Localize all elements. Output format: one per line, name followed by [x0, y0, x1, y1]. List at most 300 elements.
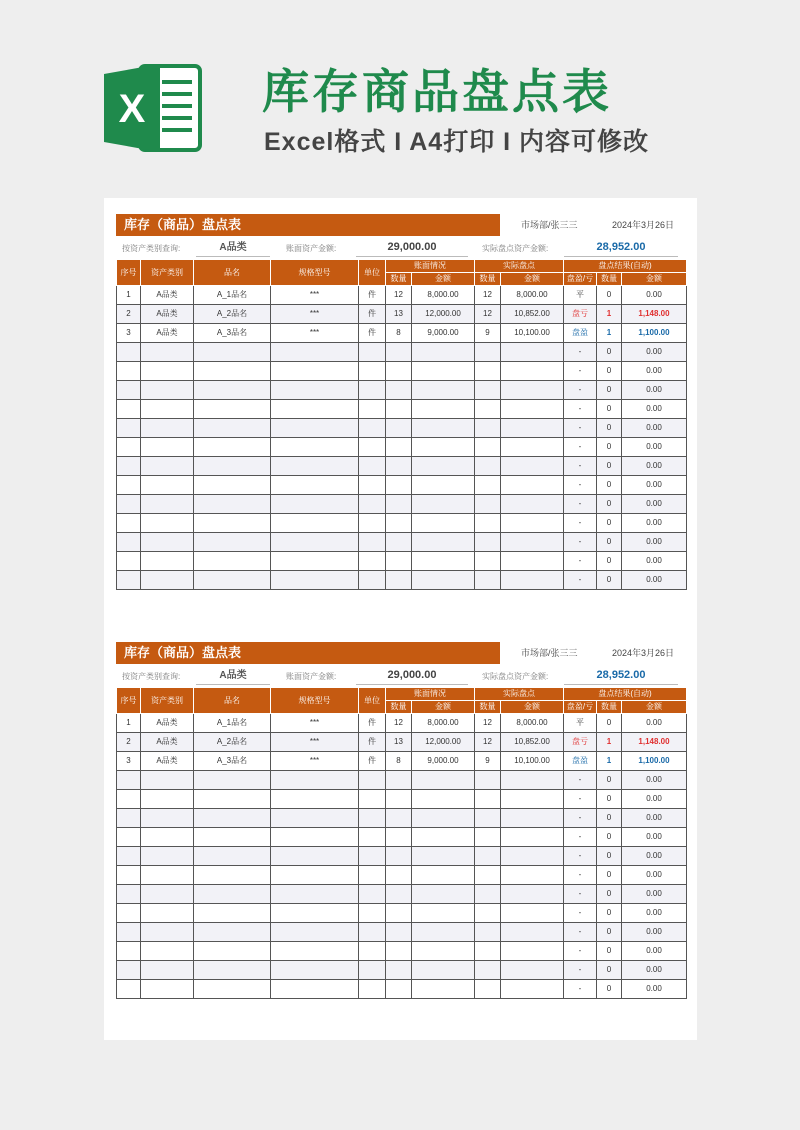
cell-name[interactable]: A_2品名	[194, 733, 271, 752]
cell-status[interactable]: -	[564, 343, 597, 362]
cell-category[interactable]	[141, 571, 194, 590]
cell-book-amount[interactable]	[412, 790, 475, 809]
cell-actual-qty[interactable]	[475, 790, 501, 809]
cell-diff-qty[interactable]: 0	[597, 476, 622, 495]
cell-diff-amount[interactable]: 0.00	[622, 980, 687, 999]
cell-diff-qty[interactable]: 0	[597, 904, 622, 923]
cell-name[interactable]: A_2品名	[194, 305, 271, 324]
cell-category[interactable]	[141, 495, 194, 514]
cell-diff-qty[interactable]: 0	[597, 514, 622, 533]
cell-category[interactable]	[141, 980, 194, 999]
cell-book-amount[interactable]: 8,000.00	[412, 286, 475, 305]
cell-diff-qty[interactable]: 0	[597, 343, 622, 362]
cell-category[interactable]	[141, 343, 194, 362]
cell-actual-qty[interactable]	[475, 381, 501, 400]
cell-actual-amount[interactable]: 8,000.00	[501, 714, 564, 733]
cell-actual-amount[interactable]	[501, 866, 564, 885]
cell-seq[interactable]: 3	[117, 324, 141, 343]
cell-book-amount[interactable]	[412, 847, 475, 866]
cell-book-amount[interactable]	[412, 961, 475, 980]
cell-spec[interactable]: ***	[271, 305, 359, 324]
cell-seq[interactable]	[117, 343, 141, 362]
cell-seq[interactable]	[117, 381, 141, 400]
cell-book-amount[interactable]	[412, 923, 475, 942]
cell-spec[interactable]	[271, 419, 359, 438]
cell-book-qty[interactable]	[386, 533, 412, 552]
cell-unit[interactable]	[359, 495, 386, 514]
cell-diff-amount[interactable]: 1,148.00	[622, 733, 687, 752]
cell-seq[interactable]	[117, 847, 141, 866]
cell-book-amount[interactable]	[412, 552, 475, 571]
cell-name[interactable]	[194, 571, 271, 590]
cell-name[interactable]	[194, 809, 271, 828]
cell-diff-amount[interactable]: 0.00	[622, 771, 687, 790]
cell-book-amount[interactable]	[412, 419, 475, 438]
cell-name[interactable]	[194, 961, 271, 980]
cell-actual-qty[interactable]: 9	[475, 752, 501, 771]
cell-status[interactable]: -	[564, 362, 597, 381]
cell-actual-amount[interactable]	[501, 476, 564, 495]
cell-book-qty[interactable]: 13	[386, 733, 412, 752]
cell-book-qty[interactable]	[386, 381, 412, 400]
cell-name[interactable]	[194, 438, 271, 457]
cell-diff-amount[interactable]: 1,100.00	[622, 752, 687, 771]
cell-actual-amount[interactable]	[501, 980, 564, 999]
cell-book-amount[interactable]	[412, 438, 475, 457]
cell-actual-qty[interactable]	[475, 923, 501, 942]
cell-seq[interactable]: 2	[117, 305, 141, 324]
cell-seq[interactable]	[117, 771, 141, 790]
cell-diff-qty[interactable]: 0	[597, 438, 622, 457]
cell-status[interactable]: -	[564, 476, 597, 495]
cell-name[interactable]	[194, 343, 271, 362]
cell-diff-amount[interactable]: 0.00	[622, 362, 687, 381]
cell-name[interactable]	[194, 790, 271, 809]
cell-name[interactable]: A_3品名	[194, 324, 271, 343]
cell-spec[interactable]	[271, 847, 359, 866]
cell-book-qty[interactable]: 12	[386, 286, 412, 305]
cell-status[interactable]: -	[564, 961, 597, 980]
cell-diff-qty[interactable]: 1	[597, 752, 622, 771]
cell-unit[interactable]	[359, 362, 386, 381]
cell-book-qty[interactable]	[386, 514, 412, 533]
cell-diff-qty[interactable]: 0	[597, 771, 622, 790]
cell-actual-qty[interactable]: 12	[475, 733, 501, 752]
cell-spec[interactable]	[271, 866, 359, 885]
cell-unit[interactable]	[359, 457, 386, 476]
cell-status[interactable]: -	[564, 457, 597, 476]
cell-book-qty[interactable]	[386, 552, 412, 571]
cell-spec[interactable]	[271, 942, 359, 961]
cell-unit[interactable]: 件	[359, 305, 386, 324]
cell-unit[interactable]	[359, 533, 386, 552]
cell-category[interactable]	[141, 771, 194, 790]
cell-seq[interactable]: 1	[117, 286, 141, 305]
cell-unit[interactable]	[359, 847, 386, 866]
cell-name[interactable]	[194, 495, 271, 514]
cell-book-amount[interactable]	[412, 885, 475, 904]
cell-actual-amount[interactable]	[501, 362, 564, 381]
cell-category[interactable]	[141, 885, 194, 904]
cell-seq[interactable]	[117, 552, 141, 571]
cell-name[interactable]	[194, 771, 271, 790]
cell-diff-amount[interactable]: 0.00	[622, 828, 687, 847]
cell-book-amount[interactable]	[412, 457, 475, 476]
cell-actual-qty[interactable]	[475, 476, 501, 495]
cell-seq[interactable]	[117, 514, 141, 533]
cell-book-qty[interactable]	[386, 847, 412, 866]
cell-diff-amount[interactable]: 0.00	[622, 847, 687, 866]
cell-unit[interactable]	[359, 476, 386, 495]
cell-actual-amount[interactable]	[501, 790, 564, 809]
cell-spec[interactable]: ***	[271, 714, 359, 733]
cell-diff-amount[interactable]: 0.00	[622, 476, 687, 495]
cell-book-amount[interactable]: 12,000.00	[412, 305, 475, 324]
cell-actual-qty[interactable]	[475, 438, 501, 457]
cell-unit[interactable]	[359, 904, 386, 923]
cell-diff-qty[interactable]: 0	[597, 381, 622, 400]
cell-actual-amount[interactable]	[501, 904, 564, 923]
cell-actual-amount[interactable]	[501, 828, 564, 847]
cell-seq[interactable]	[117, 961, 141, 980]
cell-actual-qty[interactable]	[475, 457, 501, 476]
cell-book-amount[interactable]: 9,000.00	[412, 324, 475, 343]
cell-name[interactable]	[194, 476, 271, 495]
cell-book-amount[interactable]	[412, 400, 475, 419]
cell-actual-qty[interactable]	[475, 362, 501, 381]
cell-actual-amount[interactable]	[501, 438, 564, 457]
cell-status[interactable]: 盘盈	[564, 752, 597, 771]
cell-unit[interactable]	[359, 790, 386, 809]
cell-book-qty[interactable]	[386, 828, 412, 847]
cell-book-qty[interactable]	[386, 571, 412, 590]
cell-status[interactable]: -	[564, 495, 597, 514]
cell-diff-qty[interactable]: 0	[597, 828, 622, 847]
cell-book-qty[interactable]	[386, 438, 412, 457]
cell-name[interactable]	[194, 885, 271, 904]
cell-category[interactable]	[141, 552, 194, 571]
cell-diff-qty[interactable]: 0	[597, 847, 622, 866]
cell-book-amount[interactable]	[412, 866, 475, 885]
cell-seq[interactable]	[117, 942, 141, 961]
cell-status[interactable]: 盘盈	[564, 324, 597, 343]
cell-seq[interactable]	[117, 419, 141, 438]
cell-actual-qty[interactable]	[475, 552, 501, 571]
cell-book-amount[interactable]	[412, 343, 475, 362]
cell-diff-qty[interactable]: 0	[597, 714, 622, 733]
cell-seq[interactable]: 2	[117, 733, 141, 752]
cell-spec[interactable]: ***	[271, 733, 359, 752]
cell-diff-qty[interactable]: 0	[597, 790, 622, 809]
cell-book-amount[interactable]	[412, 809, 475, 828]
cell-status[interactable]: -	[564, 381, 597, 400]
cell-actual-amount[interactable]: 8,000.00	[501, 286, 564, 305]
cell-book-qty[interactable]	[386, 343, 412, 362]
cell-category[interactable]	[141, 457, 194, 476]
cell-book-amount[interactable]	[412, 571, 475, 590]
cell-actual-qty[interactable]	[475, 828, 501, 847]
category-query-value[interactable]: A品类	[196, 239, 270, 257]
cell-status[interactable]: -	[564, 419, 597, 438]
cell-seq[interactable]: 3	[117, 752, 141, 771]
cell-unit[interactable]	[359, 866, 386, 885]
cell-status[interactable]: -	[564, 533, 597, 552]
cell-category[interactable]: A品类	[141, 324, 194, 343]
cell-actual-qty[interactable]	[475, 866, 501, 885]
cell-category[interactable]	[141, 790, 194, 809]
cell-actual-qty[interactable]	[475, 495, 501, 514]
cell-actual-qty[interactable]	[475, 400, 501, 419]
cell-name[interactable]	[194, 552, 271, 571]
cell-actual-amount[interactable]	[501, 552, 564, 571]
cell-actual-amount[interactable]	[501, 961, 564, 980]
cell-actual-amount[interactable]	[501, 942, 564, 961]
cell-seq[interactable]	[117, 904, 141, 923]
cell-seq[interactable]	[117, 866, 141, 885]
cell-category[interactable]	[141, 961, 194, 980]
cell-unit[interactable]	[359, 343, 386, 362]
cell-name[interactable]	[194, 381, 271, 400]
cell-status[interactable]: -	[564, 923, 597, 942]
cell-diff-amount[interactable]: 1,100.00	[622, 324, 687, 343]
cell-diff-qty[interactable]: 1	[597, 324, 622, 343]
cell-actual-qty[interactable]: 9	[475, 324, 501, 343]
cell-name[interactable]	[194, 923, 271, 942]
cell-unit[interactable]	[359, 514, 386, 533]
cell-actual-amount[interactable]	[501, 343, 564, 362]
cell-unit[interactable]	[359, 419, 386, 438]
cell-actual-amount[interactable]: 10,852.00	[501, 305, 564, 324]
cell-actual-amount[interactable]	[501, 923, 564, 942]
cell-status[interactable]: -	[564, 885, 597, 904]
cell-category[interactable]: A品类	[141, 305, 194, 324]
cell-unit[interactable]: 件	[359, 733, 386, 752]
cell-seq[interactable]	[117, 495, 141, 514]
cell-name[interactable]	[194, 457, 271, 476]
cell-actual-amount[interactable]	[501, 457, 564, 476]
cell-status[interactable]: -	[564, 552, 597, 571]
cell-spec[interactable]	[271, 362, 359, 381]
cell-status[interactable]: 平	[564, 714, 597, 733]
cell-actual-amount[interactable]	[501, 847, 564, 866]
cell-name[interactable]	[194, 828, 271, 847]
cell-diff-amount[interactable]: 0.00	[622, 286, 687, 305]
cell-diff-qty[interactable]: 1	[597, 733, 622, 752]
cell-actual-qty[interactable]	[475, 809, 501, 828]
cell-actual-qty[interactable]: 12	[475, 286, 501, 305]
cell-diff-amount[interactable]: 0.00	[622, 714, 687, 733]
cell-status[interactable]: -	[564, 980, 597, 999]
cell-spec[interactable]	[271, 552, 359, 571]
cell-spec[interactable]: ***	[271, 752, 359, 771]
cell-spec[interactable]: ***	[271, 286, 359, 305]
cell-name[interactable]	[194, 419, 271, 438]
cell-diff-amount[interactable]: 1,148.00	[622, 305, 687, 324]
cell-name[interactable]	[194, 942, 271, 961]
cell-name[interactable]	[194, 400, 271, 419]
cell-actual-qty[interactable]	[475, 771, 501, 790]
cell-status[interactable]: 平	[564, 286, 597, 305]
cell-seq[interactable]	[117, 438, 141, 457]
cell-book-amount[interactable]	[412, 514, 475, 533]
cell-actual-amount[interactable]	[501, 533, 564, 552]
cell-diff-qty[interactable]: 0	[597, 495, 622, 514]
cell-book-qty[interactable]	[386, 495, 412, 514]
cell-name[interactable]: A_1品名	[194, 286, 271, 305]
cell-seq[interactable]	[117, 809, 141, 828]
cell-book-qty[interactable]	[386, 961, 412, 980]
cell-diff-amount[interactable]: 0.00	[622, 457, 687, 476]
cell-category[interactable]	[141, 362, 194, 381]
cell-actual-qty[interactable]	[475, 419, 501, 438]
cell-unit[interactable]	[359, 571, 386, 590]
cell-status[interactable]: -	[564, 866, 597, 885]
cell-name[interactable]	[194, 866, 271, 885]
cell-actual-amount[interactable]	[501, 381, 564, 400]
cell-category[interactable]	[141, 514, 194, 533]
cell-actual-amount[interactable]	[501, 400, 564, 419]
cell-spec[interactable]	[271, 514, 359, 533]
cell-status[interactable]: -	[564, 828, 597, 847]
cell-status[interactable]: 盘亏	[564, 733, 597, 752]
cell-status[interactable]: -	[564, 809, 597, 828]
cell-book-amount[interactable]: 9,000.00	[412, 752, 475, 771]
cell-spec[interactable]	[271, 400, 359, 419]
cell-category[interactable]	[141, 419, 194, 438]
cell-diff-amount[interactable]: 0.00	[622, 885, 687, 904]
cell-diff-qty[interactable]: 0	[597, 942, 622, 961]
cell-unit[interactable]: 件	[359, 324, 386, 343]
cell-book-qty[interactable]	[386, 400, 412, 419]
cell-actual-amount[interactable]: 10,100.00	[501, 324, 564, 343]
cell-diff-amount[interactable]: 0.00	[622, 438, 687, 457]
cell-name[interactable]: A_1品名	[194, 714, 271, 733]
cell-unit[interactable]	[359, 438, 386, 457]
cell-book-qty[interactable]	[386, 980, 412, 999]
cell-diff-amount[interactable]: 0.00	[622, 533, 687, 552]
cell-spec[interactable]	[271, 457, 359, 476]
cell-actual-qty[interactable]	[475, 885, 501, 904]
cell-unit[interactable]	[359, 923, 386, 942]
cell-book-amount[interactable]	[412, 533, 475, 552]
cell-diff-amount[interactable]: 0.00	[622, 923, 687, 942]
cell-spec[interactable]	[271, 828, 359, 847]
cell-spec[interactable]	[271, 495, 359, 514]
cell-seq[interactable]	[117, 533, 141, 552]
cell-category[interactable]: A品类	[141, 286, 194, 305]
cell-name[interactable]	[194, 514, 271, 533]
cell-diff-qty[interactable]: 0	[597, 286, 622, 305]
cell-diff-amount[interactable]: 0.00	[622, 942, 687, 961]
cell-seq[interactable]	[117, 362, 141, 381]
cell-category[interactable]: A品类	[141, 752, 194, 771]
cell-status[interactable]: -	[564, 790, 597, 809]
cell-seq[interactable]	[117, 885, 141, 904]
cell-unit[interactable]: 件	[359, 752, 386, 771]
cell-diff-amount[interactable]: 0.00	[622, 961, 687, 980]
cell-unit[interactable]	[359, 809, 386, 828]
cell-status[interactable]: -	[564, 400, 597, 419]
cell-book-qty[interactable]	[386, 771, 412, 790]
cell-diff-qty[interactable]: 0	[597, 419, 622, 438]
cell-spec[interactable]	[271, 438, 359, 457]
cell-book-qty[interactable]	[386, 790, 412, 809]
cell-name[interactable]	[194, 980, 271, 999]
cell-diff-qty[interactable]: 0	[597, 809, 622, 828]
cell-status[interactable]: -	[564, 847, 597, 866]
cell-actual-qty[interactable]	[475, 514, 501, 533]
cell-book-amount[interactable]	[412, 904, 475, 923]
cell-diff-qty[interactable]: 1	[597, 305, 622, 324]
cell-book-amount[interactable]	[412, 381, 475, 400]
cell-book-qty[interactable]: 8	[386, 324, 412, 343]
cell-spec[interactable]	[271, 904, 359, 923]
cell-seq[interactable]: 1	[117, 714, 141, 733]
cell-book-qty[interactable]	[386, 904, 412, 923]
cell-book-qty[interactable]	[386, 885, 412, 904]
cell-diff-amount[interactable]: 0.00	[622, 571, 687, 590]
cell-category[interactable]	[141, 904, 194, 923]
cell-diff-qty[interactable]: 0	[597, 400, 622, 419]
cell-actual-amount[interactable]	[501, 885, 564, 904]
cell-diff-qty[interactable]: 0	[597, 457, 622, 476]
cell-book-qty[interactable]: 12	[386, 714, 412, 733]
cell-actual-amount[interactable]: 10,100.00	[501, 752, 564, 771]
cell-book-amount[interactable]	[412, 771, 475, 790]
cell-spec[interactable]	[271, 771, 359, 790]
cell-diff-qty[interactable]: 0	[597, 362, 622, 381]
cell-actual-amount[interactable]	[501, 514, 564, 533]
cell-unit[interactable]	[359, 828, 386, 847]
cell-spec[interactable]	[271, 343, 359, 362]
cell-category[interactable]	[141, 533, 194, 552]
cell-name[interactable]	[194, 904, 271, 923]
cell-actual-qty[interactable]: 12	[475, 714, 501, 733]
cell-diff-qty[interactable]: 0	[597, 885, 622, 904]
cell-actual-qty[interactable]	[475, 904, 501, 923]
cell-diff-qty[interactable]: 0	[597, 533, 622, 552]
cell-actual-amount[interactable]	[501, 571, 564, 590]
cell-diff-amount[interactable]: 0.00	[622, 866, 687, 885]
cell-diff-qty[interactable]: 0	[597, 961, 622, 980]
cell-category[interactable]	[141, 476, 194, 495]
cell-book-amount[interactable]	[412, 980, 475, 999]
cell-seq[interactable]	[117, 828, 141, 847]
cell-actual-amount[interactable]	[501, 495, 564, 514]
cell-actual-amount[interactable]	[501, 771, 564, 790]
cell-category[interactable]	[141, 400, 194, 419]
cell-spec[interactable]	[271, 790, 359, 809]
cell-category[interactable]	[141, 809, 194, 828]
cell-diff-amount[interactable]: 0.00	[622, 790, 687, 809]
cell-seq[interactable]	[117, 457, 141, 476]
cell-actual-amount[interactable]: 10,852.00	[501, 733, 564, 752]
cell-book-amount[interactable]	[412, 495, 475, 514]
cell-diff-amount[interactable]: 0.00	[622, 809, 687, 828]
cell-category[interactable]: A品类	[141, 733, 194, 752]
cell-actual-qty[interactable]	[475, 980, 501, 999]
cell-name[interactable]: A_3品名	[194, 752, 271, 771]
cell-unit[interactable]: 件	[359, 714, 386, 733]
cell-name[interactable]	[194, 847, 271, 866]
cell-seq[interactable]	[117, 476, 141, 495]
cell-diff-amount[interactable]: 0.00	[622, 495, 687, 514]
cell-seq[interactable]	[117, 400, 141, 419]
cell-book-qty[interactable]	[386, 457, 412, 476]
cell-status[interactable]: 盘亏	[564, 305, 597, 324]
cell-spec[interactable]	[271, 961, 359, 980]
cell-status[interactable]: -	[564, 771, 597, 790]
